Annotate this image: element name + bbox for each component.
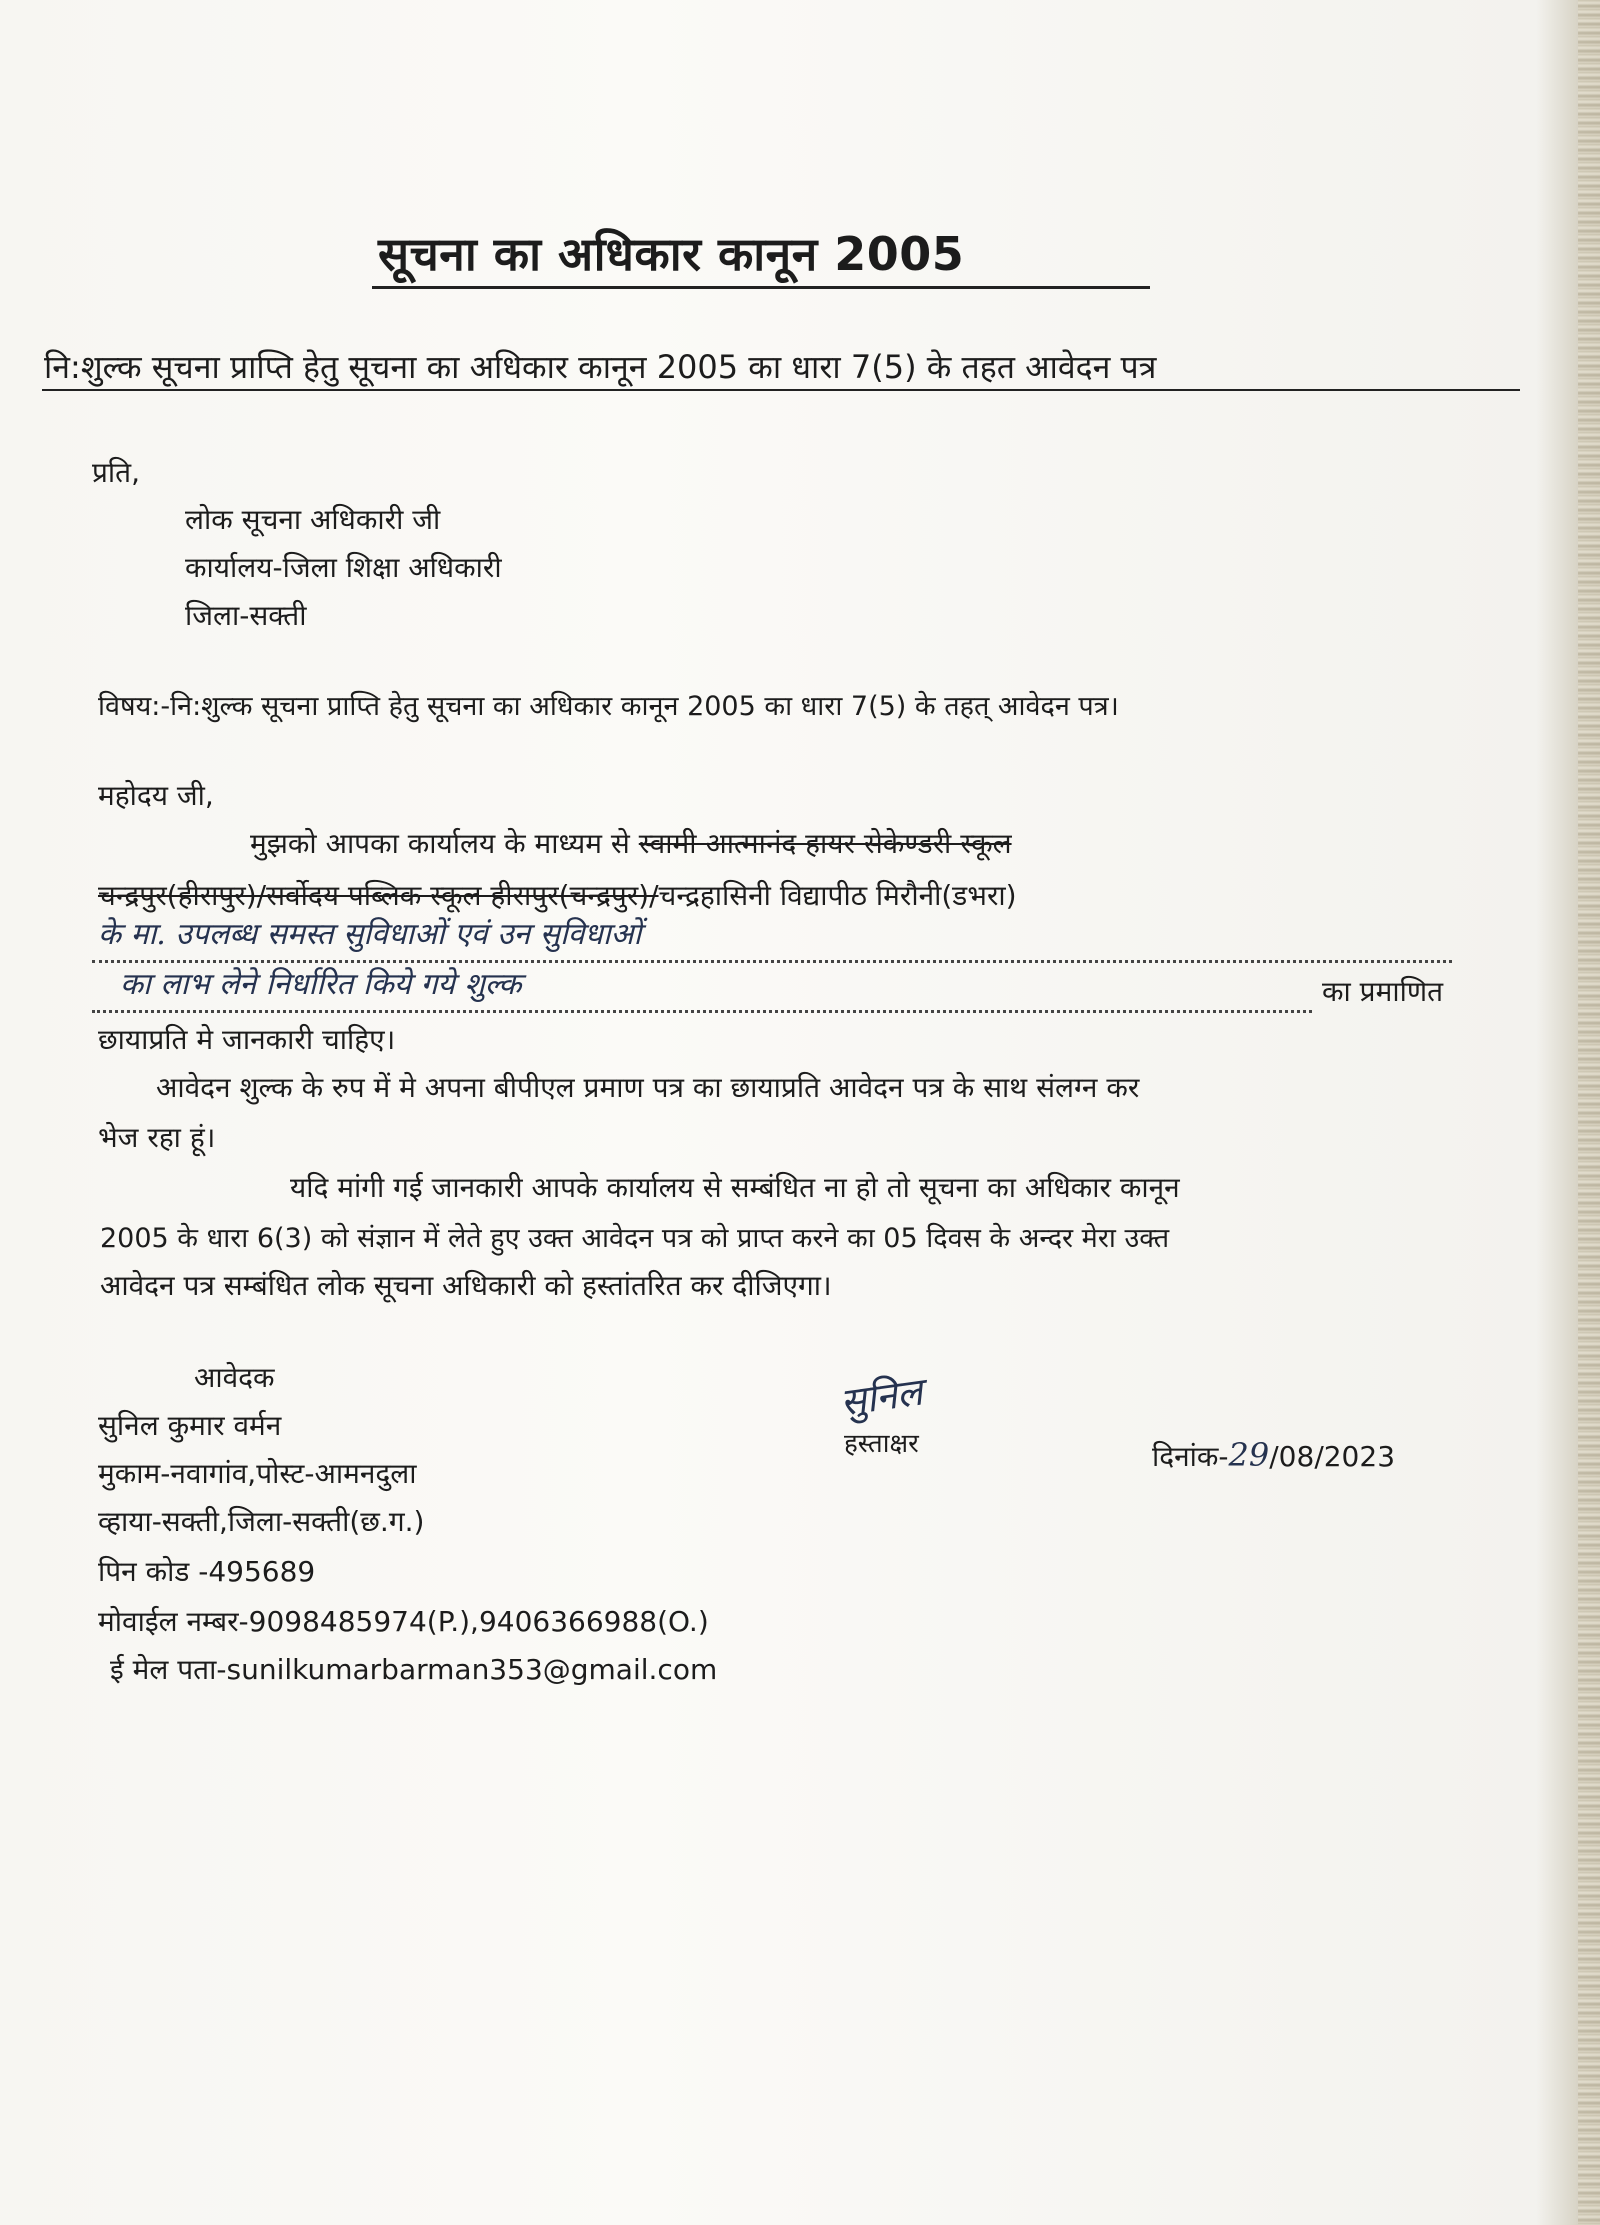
title-underline	[372, 286, 1150, 289]
date-rest: /08/2023	[1269, 1440, 1396, 1473]
handwritten-line-2	[92, 958, 1312, 1013]
recipient-prefix: प्रति,	[92, 456, 141, 489]
body-paragraph-1-end: छायाप्रति मे जानकारी चाहिए।	[98, 1023, 396, 1056]
body-paragraph-2: आवेदन शुल्क के रुप में मे अपना बीपीएल प्रमाण पत्र का छायाप्रति आवेदन पत्र के साथ संलग्न कर	[156, 1071, 1140, 1104]
body-paragraph-3-line-2: 2005 के धारा 6(3) को संज्ञान में लेते हुए उक्त आवेदन पत्र को प्राप्त करने का 05 दिवस के अन्दर मेरा उक्त	[100, 1223, 1170, 1254]
struck-school-2: चन्द्रपुर(हीरापुर)/सर्वोदय पब्लिक स्कूल हीरापुर(चन्द्रपुर)/	[98, 879, 659, 912]
applicant-email: ई मेल पता-sunilkumarbarman353@gmail.com	[110, 1653, 718, 1686]
recipient-line-3: जिला-सक्ती	[185, 599, 307, 632]
signature-block	[830, 1369, 926, 1460]
applicant-address-2: व्हाया-सक्ती,जिला-सक्ती(छ.ग.)	[98, 1505, 425, 1538]
body-paragraph-2-cont: भेज रहा हूं।	[98, 1121, 216, 1154]
date-field	[1152, 1436, 1395, 1475]
handwritten-text-2: का लाभ लेने निर्धारित किये गये शुल्क	[120, 967, 522, 1002]
body-paragraph-3-line-3: आवेदन पत्र सम्बंधित लोक सूचना अधिकारी को हस्तांतरित कर दीजिएगा।	[100, 1269, 832, 1302]
recipient-line-1: लोक सूचना अधिकारी जी	[185, 503, 441, 536]
date-day-handwritten: 29	[1228, 1436, 1270, 1474]
school-name: चन्द्रहासिनी विद्यापीठ मिरौनी(डभरा)	[658, 879, 1017, 912]
signature-handwriting: सुनिल	[837, 1369, 926, 1425]
signature-label: हस्ताक्षर	[844, 1429, 919, 1459]
applicant-label: आवेदक	[194, 1361, 275, 1394]
subject-line: विषय:-नि:शुल्क सूचना प्राप्ति हेतु सूचना का अधिकार कानून 2005 का धारा 7(5) के तहत् आवेदन पत्र।	[98, 691, 1119, 722]
certified-copy-label: का प्रमाणित	[1322, 975, 1444, 1008]
page-title: सूचना का अधिकार कानून 2005	[378, 227, 965, 281]
handwritten-text-1: के मा. उपलब्ध समस्त सुविधाओं एवं उन सुविधाओं	[98, 917, 642, 952]
applicant-address-1: मुकाम-नवागांव,पोस्ट-आमनदुला	[98, 1457, 417, 1490]
struck-school-1: स्वामी आत्मानंद हायर सेकेण्डरी स्कूल	[638, 827, 1012, 860]
salutation: महोदय जी,	[98, 779, 214, 812]
page-subtitle: नि:शुल्क सूचना प्राप्ति हेतु सूचना का अधिकार कानून 2005 का धारा 7(5) के तहत आवेदन पत्र	[44, 348, 1157, 386]
handwritten-line-1	[92, 908, 1452, 963]
body-paragraph-3-line-1: यदि मांगी गई जानकारी आपके कार्यालय से सम्बंधित ना हो तो सूचना का अधिकार कानून	[290, 1171, 1180, 1204]
applicant-name: सुनिल कुमार वर्मन	[98, 1409, 282, 1442]
page-edge	[1578, 0, 1600, 2225]
body-paragraph-1-line-1	[250, 824, 1012, 862]
body-intro: मुझको आपका कार्यालय के माध्यम से	[250, 827, 630, 860]
recipient-line-2: कार्यालय-जिला शिक्षा अधिकारी	[185, 551, 502, 584]
applicant-mobile: मोवाईल नम्बर-9098485974(P.),9406366988(O.)	[98, 1605, 709, 1638]
date-label: दिनांक-	[1152, 1440, 1229, 1473]
subtitle-underline	[42, 389, 1520, 391]
applicant-pincode: पिन कोड -495689	[98, 1555, 316, 1588]
